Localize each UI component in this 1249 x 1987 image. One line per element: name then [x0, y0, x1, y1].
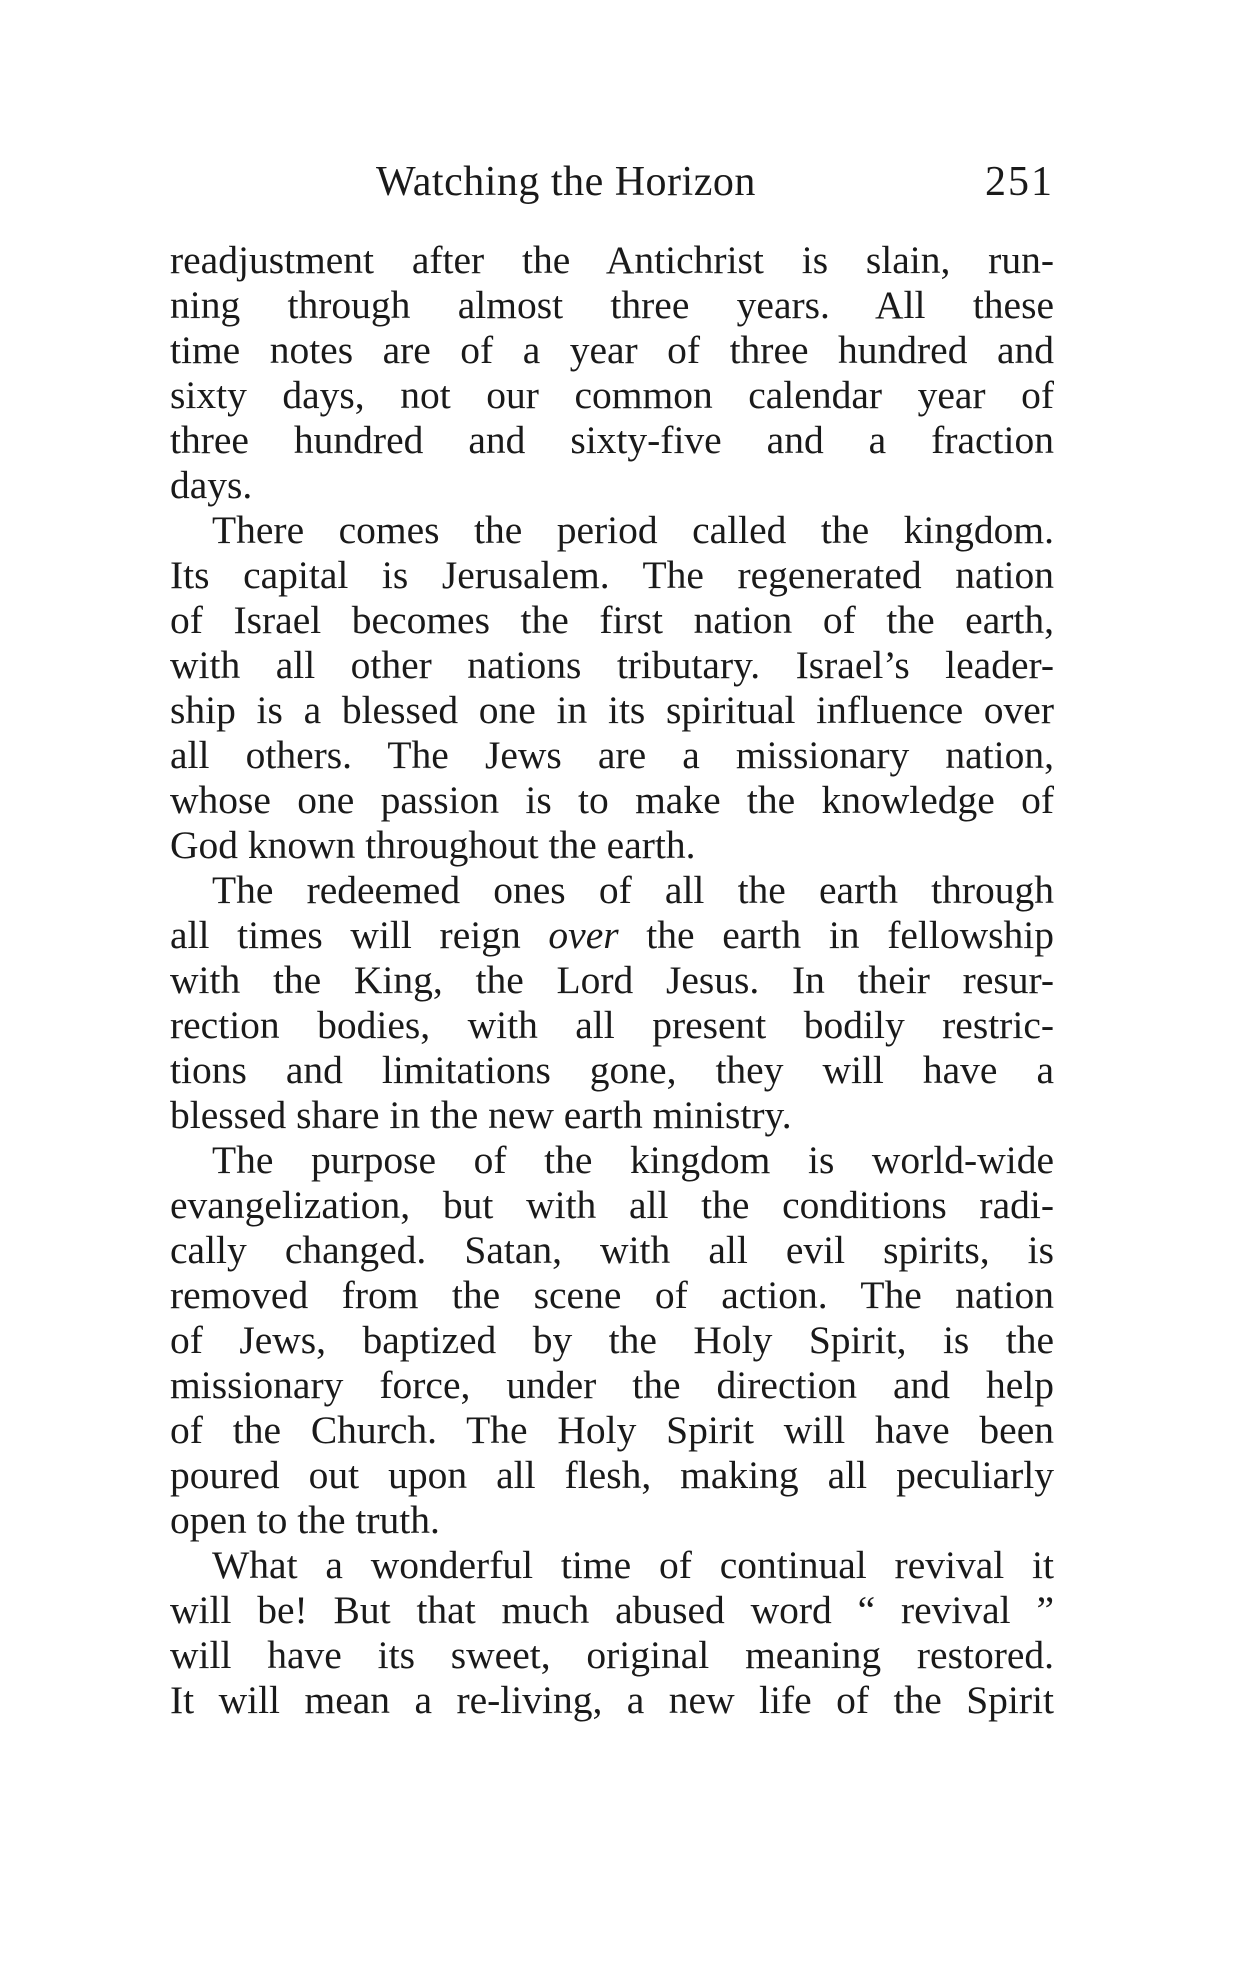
paragraph-4	[170, 1138, 1054, 1543]
paragraph-2	[170, 508, 1054, 868]
text-line: missionary force, under the direction and help	[170, 1363, 1054, 1407]
text-line: with all other nations tributary. Israel’s leader-	[170, 643, 1054, 687]
text-line: whose one passion is to make the knowledge of	[170, 778, 1054, 822]
text-line: The redeemed ones of all the earth through	[212, 868, 1054, 912]
text-line: tions and limitations gone, they will have a	[170, 1048, 1054, 1092]
text-line: time notes are of a year of three hundred and	[170, 328, 1054, 372]
text-line: rection bodies, with all present bodily restric-	[170, 1003, 1054, 1047]
text-line: all others. The Jews are a missionary nation,	[170, 733, 1054, 777]
paragraph-3	[170, 868, 1054, 1138]
text-line: ning through almost three years. All these	[170, 283, 1054, 327]
text-line: open to the truth.	[170, 1498, 440, 1542]
text-line: Its capital is Jerusalem. The regenerated nation	[170, 553, 1054, 597]
text-segment: the earth in fellowship	[618, 913, 1054, 957]
running-title: Watching the Horizon	[376, 159, 756, 205]
text-line: of Jews, baptized by the Holy Spirit, is the	[170, 1318, 1054, 1362]
text-line: readjustment after the Antichrist is slain, run-	[170, 238, 1054, 282]
text-line: will be! But that much abused word “ revival ”	[170, 1588, 1054, 1632]
text-line: It will mean a re-living, a new life of the Spirit	[170, 1678, 1054, 1722]
page-number: 251	[985, 159, 1054, 205]
text-line: three hundred and sixty-five and a fraction	[170, 418, 1054, 462]
text-line: There comes the period called the kingdom.	[212, 508, 1054, 552]
text-line: God known throughout the earth.	[170, 823, 696, 867]
text-line: of the Church. The Holy Spirit will have been	[170, 1408, 1054, 1452]
text-line: removed from the scene of action. The nation	[170, 1273, 1054, 1317]
text-line: sixty days, not our common calendar year of	[170, 373, 1054, 417]
text-line: What a wonderful time of continual revival it	[212, 1543, 1054, 1587]
text-line: of Israel becomes the first nation of the earth,	[170, 598, 1054, 642]
text-line: will have its sweet, original meaning restored.	[170, 1633, 1054, 1677]
paragraph-5	[170, 1543, 1054, 1723]
text-line: with the King, the Lord Jesus. In their resur-	[170, 958, 1054, 1002]
text-line: poured out upon all flesh, making all peculiarly	[170, 1453, 1054, 1497]
text-line: ship is a blessed one in its spiritual influence over	[170, 688, 1054, 732]
text-line: blessed share in the new earth ministry.	[170, 1093, 792, 1137]
text-line: The purpose of the kingdom is world-wide	[212, 1138, 1054, 1182]
paragraph-1	[170, 238, 1054, 508]
body-text	[170, 238, 1054, 1723]
text-line: cally changed. Satan, with all evil spirits, is	[170, 1228, 1054, 1272]
text-line	[170, 913, 1054, 958]
italic-word: over	[548, 913, 619, 957]
text-segment: all times will reign	[170, 913, 549, 957]
text-line: days.	[170, 463, 253, 507]
text-line: evangelization, but with all the conditions radi-	[170, 1183, 1054, 1227]
running-head	[170, 158, 1054, 206]
